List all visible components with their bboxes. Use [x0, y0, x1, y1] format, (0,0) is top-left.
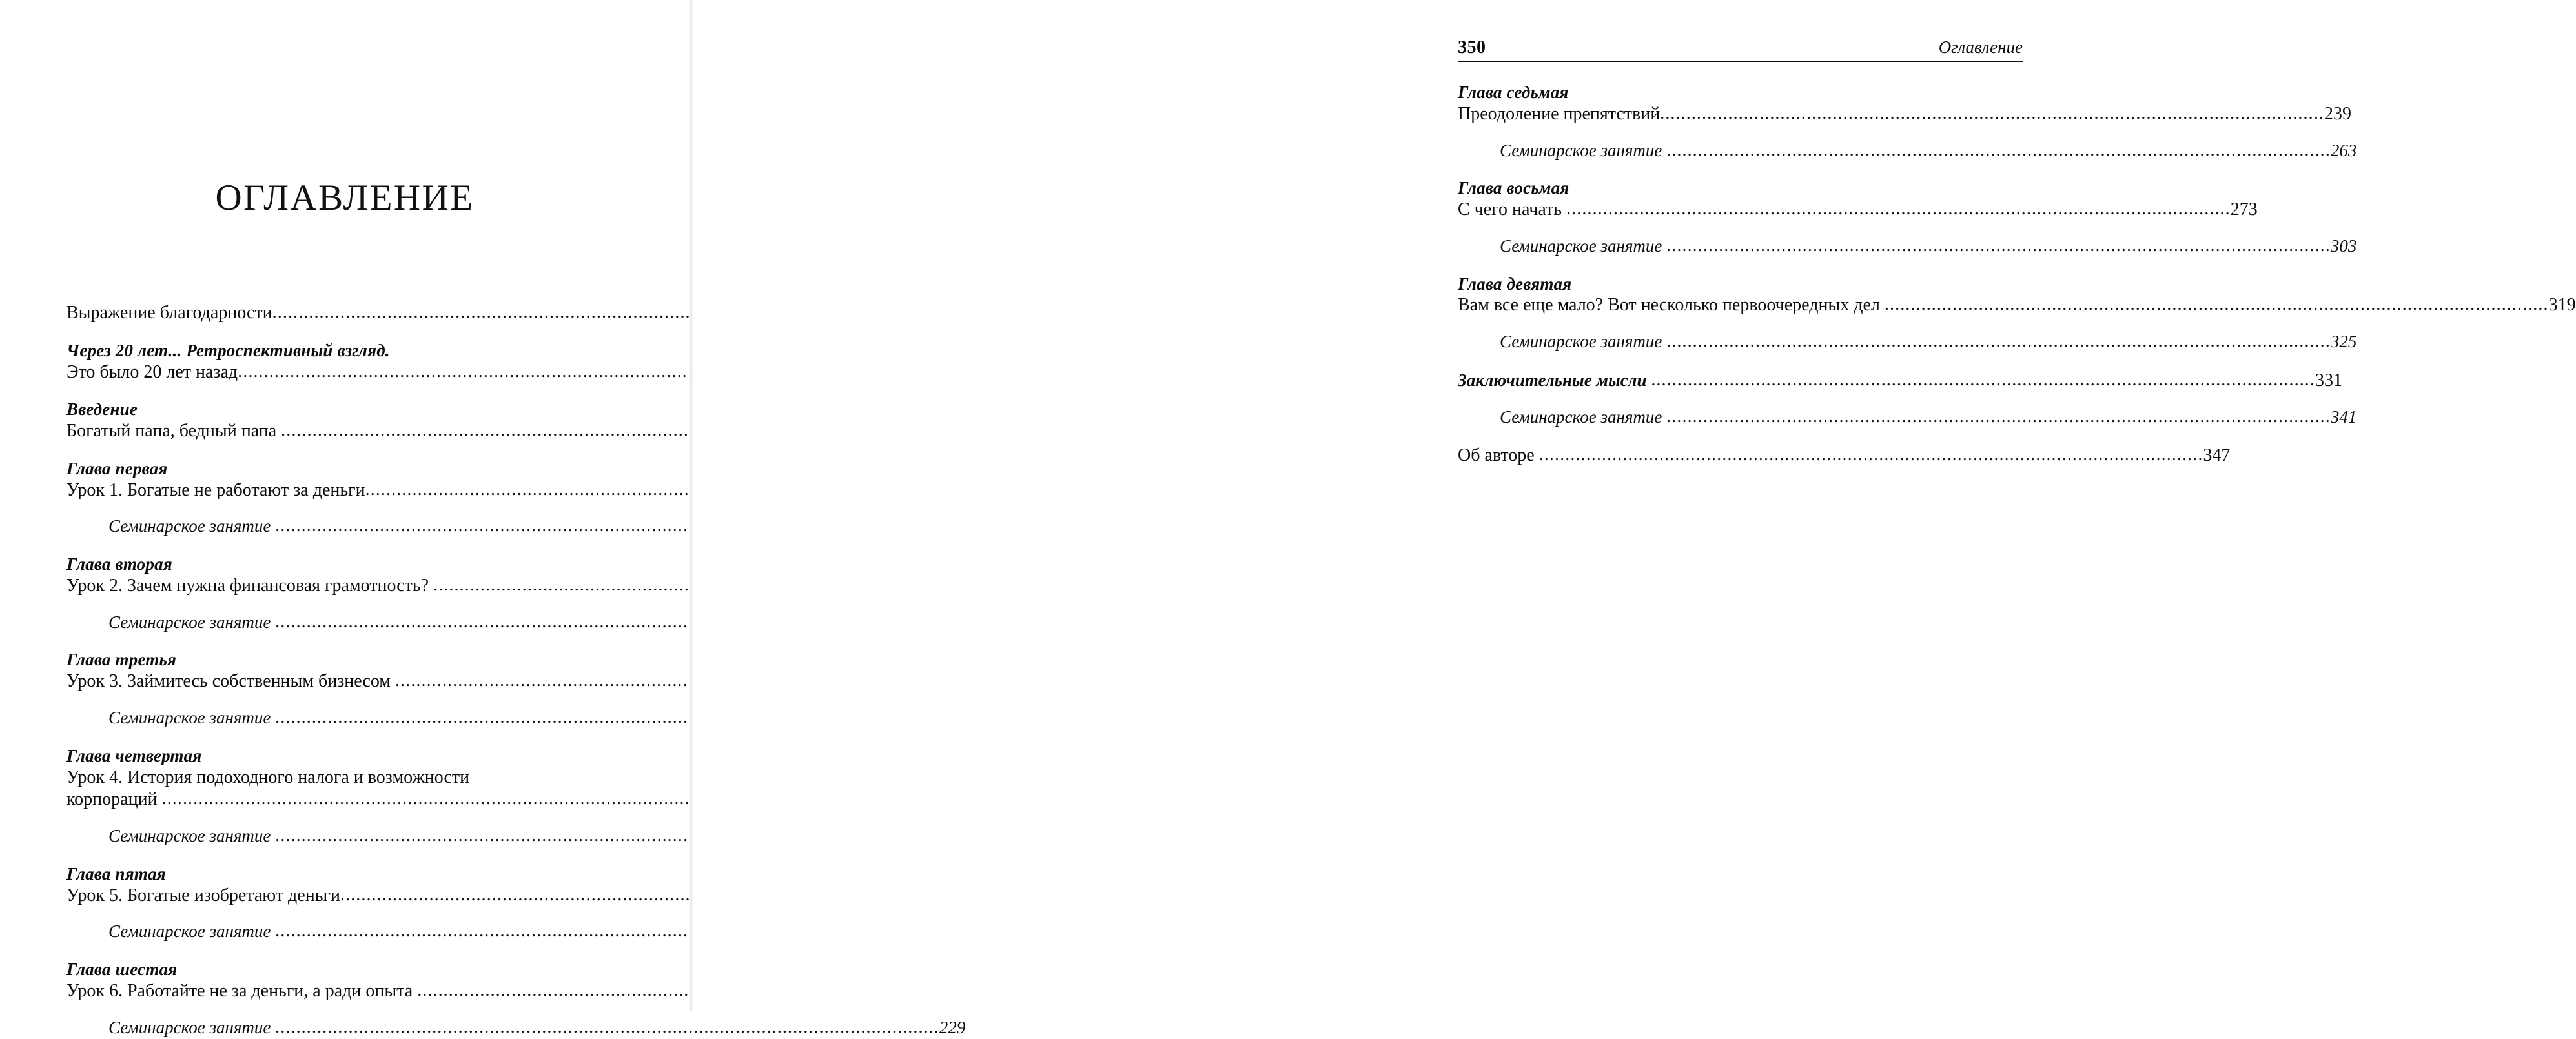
toc-seminar-label: Семинарское занятие: [108, 1017, 271, 1037]
toc-group: [66, 302, 631, 325]
toc-group: [66, 399, 631, 443]
chapter-heading: Глава третья: [66, 650, 177, 670]
toc-bold-entry-row[interactable]: [1458, 370, 2343, 392]
toc-group: [1458, 83, 2357, 162]
toc-seminar-label: Семинарское занятие: [108, 516, 271, 536]
running-head-label: Оглавление: [1938, 37, 2023, 57]
toc-entry-row[interactable]: [66, 885, 631, 907]
toc-entry-label: Заключительные мысли: [1458, 370, 1647, 390]
toc-entry-label: Урок 5. Богатые изобретают деньги: [66, 885, 340, 905]
toc-entry-label: Урок 3. Займитесь собственным бизнесом: [66, 671, 391, 692]
toc-seminar-row[interactable]: [66, 921, 631, 943]
chapter-heading: Глава первая: [66, 458, 168, 478]
chapter-heading: Введение: [66, 399, 138, 419]
dot-leader: [1651, 369, 2315, 392]
left-page: [0, 0, 966, 1037]
toc-entry-label: корпораций: [66, 789, 158, 810]
toc-group: [66, 746, 631, 848]
toc-group: [66, 554, 631, 634]
toc-entry-row[interactable]: [66, 302, 631, 325]
toc-entry-label: Урок 4. История подоходного налога и возможности: [66, 767, 470, 787]
toc-seminar-row[interactable]: [66, 1017, 966, 1039]
page-number: 229: [939, 1017, 966, 1037]
chapter-heading: Глава пятая: [66, 863, 166, 883]
toc-entry-row[interactable]: [66, 479, 631, 502]
page-number: 341: [2330, 407, 2357, 427]
running-header: [1458, 37, 2023, 62]
toc-left-column: [66, 302, 966, 1039]
book-spine-gutter: [689, 0, 693, 1011]
toc-group: [66, 864, 631, 943]
dot-leader: [1666, 330, 2331, 353]
toc-seminar-label: Семинарское занятие: [1500, 407, 1662, 427]
toc-entry-wrapped[interactable]: [66, 767, 631, 811]
toc-entry-label: Об авторе: [1458, 445, 1535, 466]
toc-entry-row[interactable]: [66, 361, 631, 384]
toc-group: [66, 341, 631, 384]
toc-seminar-row[interactable]: [1458, 407, 2357, 429]
header-rule-row: [1458, 37, 2023, 62]
toc-seminar-row[interactable]: [66, 707, 631, 730]
toc-seminar-label: Семинарское занятие: [108, 708, 271, 728]
toc-entry-row[interactable]: [1458, 294, 2576, 317]
toc-group: [66, 459, 631, 538]
chapter-heading: Глава девятая: [1458, 274, 1572, 294]
page-number: 273: [2230, 199, 2258, 220]
toc-entry-row[interactable]: [1458, 103, 2351, 126]
dot-leader: [1566, 198, 2231, 221]
page-number: 319: [2548, 295, 2576, 316]
chapter-heading: Глава четвертая: [66, 745, 202, 765]
toc-seminar-row[interactable]: [1458, 140, 2357, 163]
page-number: 239: [2324, 103, 2351, 124]
toc-entry-label: Урок 2. Зачем нужна финансовая грамотность?: [66, 576, 429, 596]
toc-group: [1458, 445, 2231, 467]
folio-number: 350: [1458, 37, 1486, 57]
toc-entry-row[interactable]: [66, 420, 631, 443]
dot-leader: [275, 1016, 939, 1039]
toc-seminar-label: Семинарское занятие: [108, 922, 271, 942]
toc-group: [1458, 370, 2357, 429]
toc-seminar-label: Семинарское занятие: [108, 612, 271, 632]
chapter-heading: Через 20 лет... Ретроспективный взгляд.: [66, 340, 390, 360]
toc-entry-label: Урок 1. Богатые не работают за деньги: [66, 479, 365, 500]
dot-leader: [1666, 139, 2331, 162]
toc-entry-label: Урок 6. Работайте не за деньги, а ради опыта: [66, 980, 413, 1001]
toc-entry-row[interactable]: [1458, 445, 2231, 467]
toc-seminar-label: Семинарское занятие: [1500, 332, 1662, 352]
page-title: ОГЛАВЛЕНИЕ: [215, 177, 475, 218]
toc-seminar-row[interactable]: [66, 612, 631, 634]
right-page: [690, 0, 2576, 1011]
chapter-heading: Глава шестая: [66, 960, 178, 980]
page-number: 331: [2315, 370, 2343, 390]
page-number: 325: [2330, 332, 2357, 352]
toc-group: [66, 650, 631, 729]
toc-seminar-label: Семинарское занятие: [108, 826, 271, 846]
dot-leader: [1539, 444, 2203, 467]
toc-group: [1458, 274, 2576, 354]
dot-leader: [1885, 294, 2549, 316]
toc-seminar-row[interactable]: [1458, 331, 2357, 354]
dot-leader: [1660, 103, 2324, 125]
toc-group: [66, 960, 966, 1039]
toc-entry-label: Богатый папа, бедный папа: [66, 421, 277, 441]
toc-seminar-row[interactable]: [66, 516, 631, 538]
page-number: 303: [2330, 236, 2357, 256]
chapter-heading: Глава восьмая: [1458, 178, 1569, 198]
toc-seminar-row[interactable]: [66, 825, 631, 848]
chapter-heading: Глава седьмая: [1458, 83, 1569, 102]
toc-group: [1458, 178, 2357, 257]
toc-entry-row[interactable]: [66, 980, 631, 1003]
toc-entry-label: Вам все еще мало? Вот несколько первоочередных дел: [1458, 295, 1880, 316]
chapter-heading: Глава вторая: [66, 554, 172, 574]
toc-entry-label: Выражение благодарности: [66, 303, 272, 323]
dot-leader: [1666, 235, 2331, 257]
toc-entry-label: Это было 20 лет назад: [66, 361, 238, 382]
toc-entry-row[interactable]: [66, 575, 631, 598]
toc-entry-row[interactable]: [66, 789, 631, 811]
dot-leader: [1666, 406, 2331, 429]
toc-right-column: [1458, 83, 2576, 467]
toc-seminar-row[interactable]: [1458, 236, 2357, 258]
page-number: 263: [2330, 140, 2357, 160]
toc-entry-row[interactable]: [1458, 199, 2258, 221]
page-number: 347: [2203, 445, 2231, 466]
toc-entry-row[interactable]: [66, 671, 631, 693]
toc-seminar-label: Семинарское занятие: [1500, 236, 1662, 256]
toc-entry-label: С чего начать: [1458, 199, 1562, 220]
toc-seminar-label: Семинарское занятие: [1500, 140, 1662, 160]
toc-entry-label: Преодоление препятствий: [1458, 103, 1661, 124]
